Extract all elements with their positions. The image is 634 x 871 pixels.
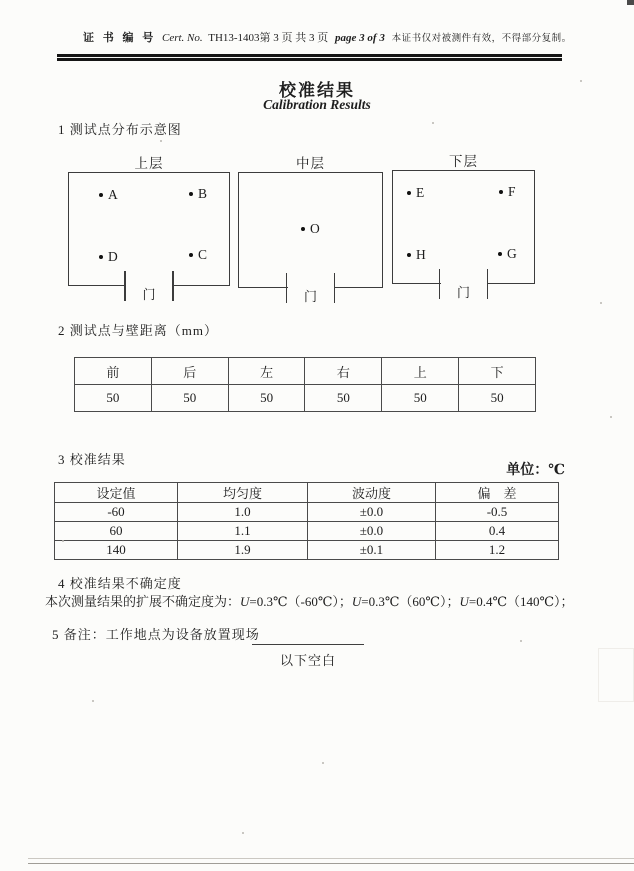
results-cell: ±0.0 [308, 503, 436, 522]
cert-number-label-cn: 证 书 编 号 [83, 32, 157, 44]
door-post-left [286, 273, 288, 303]
uncertainty-value: =0.4℃（140℃）； [468, 594, 574, 609]
uncertainty-symbol: U [459, 594, 469, 609]
test-point-H: H [407, 247, 426, 263]
table-row [75, 358, 536, 385]
door-label: 门 [142, 287, 156, 302]
page-header [83, 29, 603, 45]
diagram-lower-label: 下层 [449, 154, 478, 169]
results-header-uniformity: 均匀度 [178, 483, 308, 503]
door-post-right [487, 269, 489, 299]
test-point-D: D [99, 249, 118, 265]
scan-corner-mark [627, 0, 634, 5]
results-header-deviation: 偏 差 [436, 483, 559, 503]
door-label: 门 [456, 285, 471, 300]
results-cell: 1.2 [436, 541, 559, 560]
results-cell: 1.1 [178, 522, 308, 541]
wall-distance-table [74, 357, 536, 412]
distance-header-front: 前 [75, 358, 152, 385]
uncertainty-symbol: U [240, 594, 250, 609]
results-cell: -60 [55, 503, 178, 522]
distance-value: 50 [459, 385, 536, 412]
door-post-right [334, 273, 336, 303]
uncertainty-intro: 本次测量结果的扩展不确定度为： [45, 594, 241, 609]
distance-header-top: 上 [382, 358, 459, 385]
test-point-E: E [407, 185, 424, 201]
section2-heading: 2 测试点与壁距离（mm） [58, 323, 218, 338]
section3-heading: 3 校准结果 [58, 452, 126, 467]
scan-speckle [520, 640, 522, 642]
test-point-F: F [499, 184, 516, 200]
scan-ghost-box [598, 648, 634, 702]
door-post-right [172, 271, 174, 301]
distance-value: 50 [382, 385, 459, 412]
distance-header-left: 左 [228, 358, 305, 385]
door-label: 门 [303, 289, 318, 304]
scan-speckle [432, 122, 434, 124]
scan-speckle [322, 762, 324, 764]
validity-notice: 本证书仅对被测件有效，不得部分复制。 [391, 34, 572, 44]
uncertainty-value: =0.3℃（-60℃）； [249, 594, 352, 609]
results-cell: 140 [55, 541, 178, 560]
results-cell: 60 [55, 522, 178, 541]
table-row [55, 503, 559, 522]
section4-heading: 4 校准结果不确定度 [58, 576, 182, 591]
page-subtitle: Calibration Results [263, 97, 371, 112]
results-cell: ±0.1 [308, 541, 436, 560]
distance-value: 50 [228, 385, 305, 412]
distance-header-right: 右 [305, 358, 382, 385]
scan-speckle [160, 140, 162, 142]
test-point-O: O [301, 221, 320, 237]
blank-divider-rule [252, 644, 364, 645]
section5-heading: 5 备注：工作地点为设备放置现场 [52, 627, 260, 642]
diagram-middle-label: 中层 [296, 156, 325, 171]
page-title: 校准结果 [279, 81, 355, 100]
cert-number-value: TH13-1403 [208, 32, 260, 44]
uncertainty-statement [45, 591, 620, 610]
scan-speckle [62, 540, 64, 542]
unit-label: 单位：℃ [506, 463, 565, 478]
test-point-C: C [189, 247, 207, 263]
test-point-B: B [189, 186, 207, 202]
blank-below-note: 以下空白 [279, 653, 336, 668]
door-post-left [439, 269, 441, 299]
table-row [55, 483, 559, 503]
results-cell: 1.0 [178, 503, 308, 522]
diagram-upper-layer [68, 156, 230, 302]
calibration-results-table [54, 482, 559, 560]
door-post-left [124, 271, 126, 301]
table-row [55, 541, 559, 560]
distance-header-back: 后 [151, 358, 228, 385]
distance-value: 50 [305, 385, 382, 412]
test-point-A: A [99, 187, 118, 203]
results-cell: 1.9 [178, 541, 308, 560]
uncertainty-value: =0.3℃（60℃）； [361, 594, 460, 609]
header-rule [57, 54, 562, 61]
cert-number-label-en: Cert. No. [162, 32, 203, 44]
diagram-lower-layer [392, 154, 535, 300]
diagram-upper-label: 上层 [134, 156, 164, 171]
results-cell: ±0.0 [308, 522, 436, 541]
table-row [55, 522, 559, 541]
distance-header-bottom: 下 [459, 358, 536, 385]
results-cell: 0.4 [436, 522, 559, 541]
diagram-middle-layer [238, 156, 383, 304]
uncertainty-symbol: U [351, 594, 362, 609]
page-count-cn: 第 3 页 共 3 页 [259, 32, 329, 44]
results-header-setpoint: 设定值 [55, 483, 178, 503]
table-row [75, 385, 536, 412]
test-point-G: G [498, 246, 517, 262]
results-cell: -0.5 [436, 503, 559, 522]
page-count-en: page 3 of 3 [335, 32, 385, 44]
results-header-fluctuation: 波动度 [308, 483, 436, 503]
scan-speckle [580, 80, 582, 82]
distance-value: 50 [75, 385, 152, 412]
section1-heading: 1 测试点分布示意图 [58, 122, 182, 137]
scan-speckle [600, 302, 602, 304]
bottom-scan-line [28, 858, 634, 864]
scan-speckle [242, 832, 244, 834]
scan-speckle [610, 416, 612, 418]
scan-speckle [92, 700, 94, 702]
distance-value: 50 [151, 385, 228, 412]
